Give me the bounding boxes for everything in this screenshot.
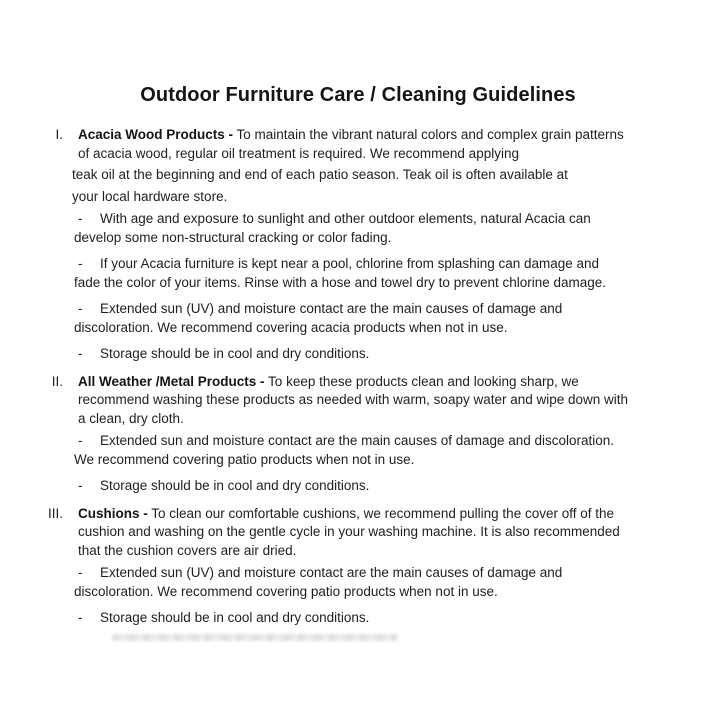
section-heading-line: that the cushion covers are air dried. — [78, 542, 297, 558]
bullet-item — [74, 345, 670, 364]
section — [46, 505, 670, 628]
paragraph-line: your local hardware store. — [72, 188, 228, 204]
bullet-item — [74, 432, 670, 469]
bullet-wrap-line: develop some non-structural cracking or color fading. — [74, 229, 392, 245]
section-bullets — [74, 432, 670, 496]
bullet-dash-icon: - — [78, 478, 83, 493]
bullet-item — [74, 300, 670, 337]
section-heading-first-line — [78, 126, 670, 145]
bullet-text: Extended sun (UV) and moisture contact are the main causes of damage and — [100, 565, 563, 580]
bullet-text: Storage should be in cool and dry conditions. — [100, 610, 370, 625]
section-numeral: I. — [55, 127, 63, 142]
section-heading-first-line — [78, 505, 670, 524]
bullet-text: With age and exposure to sunlight and other outdoor elements, natural Acacia can — [100, 211, 591, 226]
section-heading-bold: All Weather /Metal Products - — [78, 373, 265, 389]
section-heading-line: of acacia wood, regular oil treatment is required. We recommend applying — [78, 145, 519, 161]
bullet-text: If your Acacia furniture is kept near a pool, chlorine from splashing can damage and — [100, 256, 600, 271]
bullet-text: Storage should be in cool and dry conditions. — [100, 478, 370, 493]
bullet-wrap-line: discoloration. We recommend covering acacia products when not in use. — [74, 319, 508, 335]
bullet-item — [74, 210, 670, 247]
scan-artifact — [112, 634, 398, 641]
bullet-wrap-line: We recommend covering patio products when not in use. — [74, 451, 415, 467]
section-heading-row — [46, 505, 670, 561]
bullet-dash-icon: - — [78, 256, 83, 271]
paragraph-line: teak oil at the beginning and end of each patio season. Teak oil is often available at — [72, 167, 568, 182]
section-heading-row — [46, 373, 670, 429]
bullet-wrap-line: fade the color of your items. Rinse with a hose and towel dry to prevent chlorine damage. — [74, 274, 607, 290]
page-title: Outdoor Furniture Care / Cleaning Guidelines — [140, 84, 576, 106]
section-heading-block — [78, 373, 670, 429]
bullet-first-line — [74, 432, 670, 451]
section-heading-bold: Acacia Wood Products - — [78, 127, 234, 142]
section-heading-line: a clean, dry cloth. — [78, 410, 184, 426]
bullet-dash-icon: - — [78, 565, 83, 580]
bullet-text: Extended sun (UV) and moisture contact are the main causes of damage and — [100, 301, 563, 316]
bullet-item — [74, 477, 670, 496]
bullet-dash-icon: - — [78, 610, 83, 625]
bullet-dash-icon: - — [78, 346, 83, 361]
section-heading-row — [46, 126, 670, 163]
section-heading-line: cushion and washing on the gentle cycle in your washing machine. It is also recommended — [78, 524, 620, 539]
section — [46, 373, 670, 496]
bullet-dash-icon: - — [78, 301, 83, 316]
section-paragraphs — [72, 166, 670, 206]
section-numeral: II. — [51, 373, 63, 389]
bullet-first-line — [74, 210, 670, 229]
section-heading-block — [78, 505, 670, 561]
bullet-first-line — [74, 564, 670, 583]
bullet-text: Extended sun and moisture contact are the main causes of damage and discoloration. — [100, 433, 615, 448]
bullet-first-line — [74, 345, 670, 364]
section-numeral: III. — [47, 505, 63, 521]
bullet-dash-icon: - — [78, 211, 83, 226]
sections-container — [46, 126, 670, 628]
bullet-dash-icon: - — [78, 433, 83, 448]
bullet-item — [74, 564, 670, 601]
section-bullets — [74, 564, 670, 628]
bullet-text: Storage should be in cool and dry conditions. — [100, 346, 370, 361]
section-heading-first-line — [78, 373, 670, 392]
section — [46, 126, 670, 364]
section-bullets — [74, 210, 670, 364]
section-heading-lead: To maintain the vibrant natural colors and complex grain patterns — [233, 127, 624, 142]
bullet-first-line — [74, 477, 670, 496]
bullet-first-line — [74, 609, 670, 628]
bullet-first-line — [74, 300, 670, 319]
section-heading-block — [78, 126, 670, 163]
bullet-item — [74, 255, 670, 292]
bullet-item — [74, 609, 670, 628]
section-heading-lead: To keep these products clean and looking sharp, we — [264, 373, 579, 389]
bullet-first-line — [74, 255, 670, 274]
section-heading-lead: To clean our comfortable cushions, we recommend pulling the cover off of the — [147, 505, 615, 521]
bullet-wrap-line: discoloration. We recommend covering patio products when not in use. — [74, 583, 498, 599]
section-heading-bold: Cushions - — [78, 505, 148, 521]
section-heading-line: recommend washing these products as needed with warm, soapy water and wipe down with — [78, 392, 629, 407]
